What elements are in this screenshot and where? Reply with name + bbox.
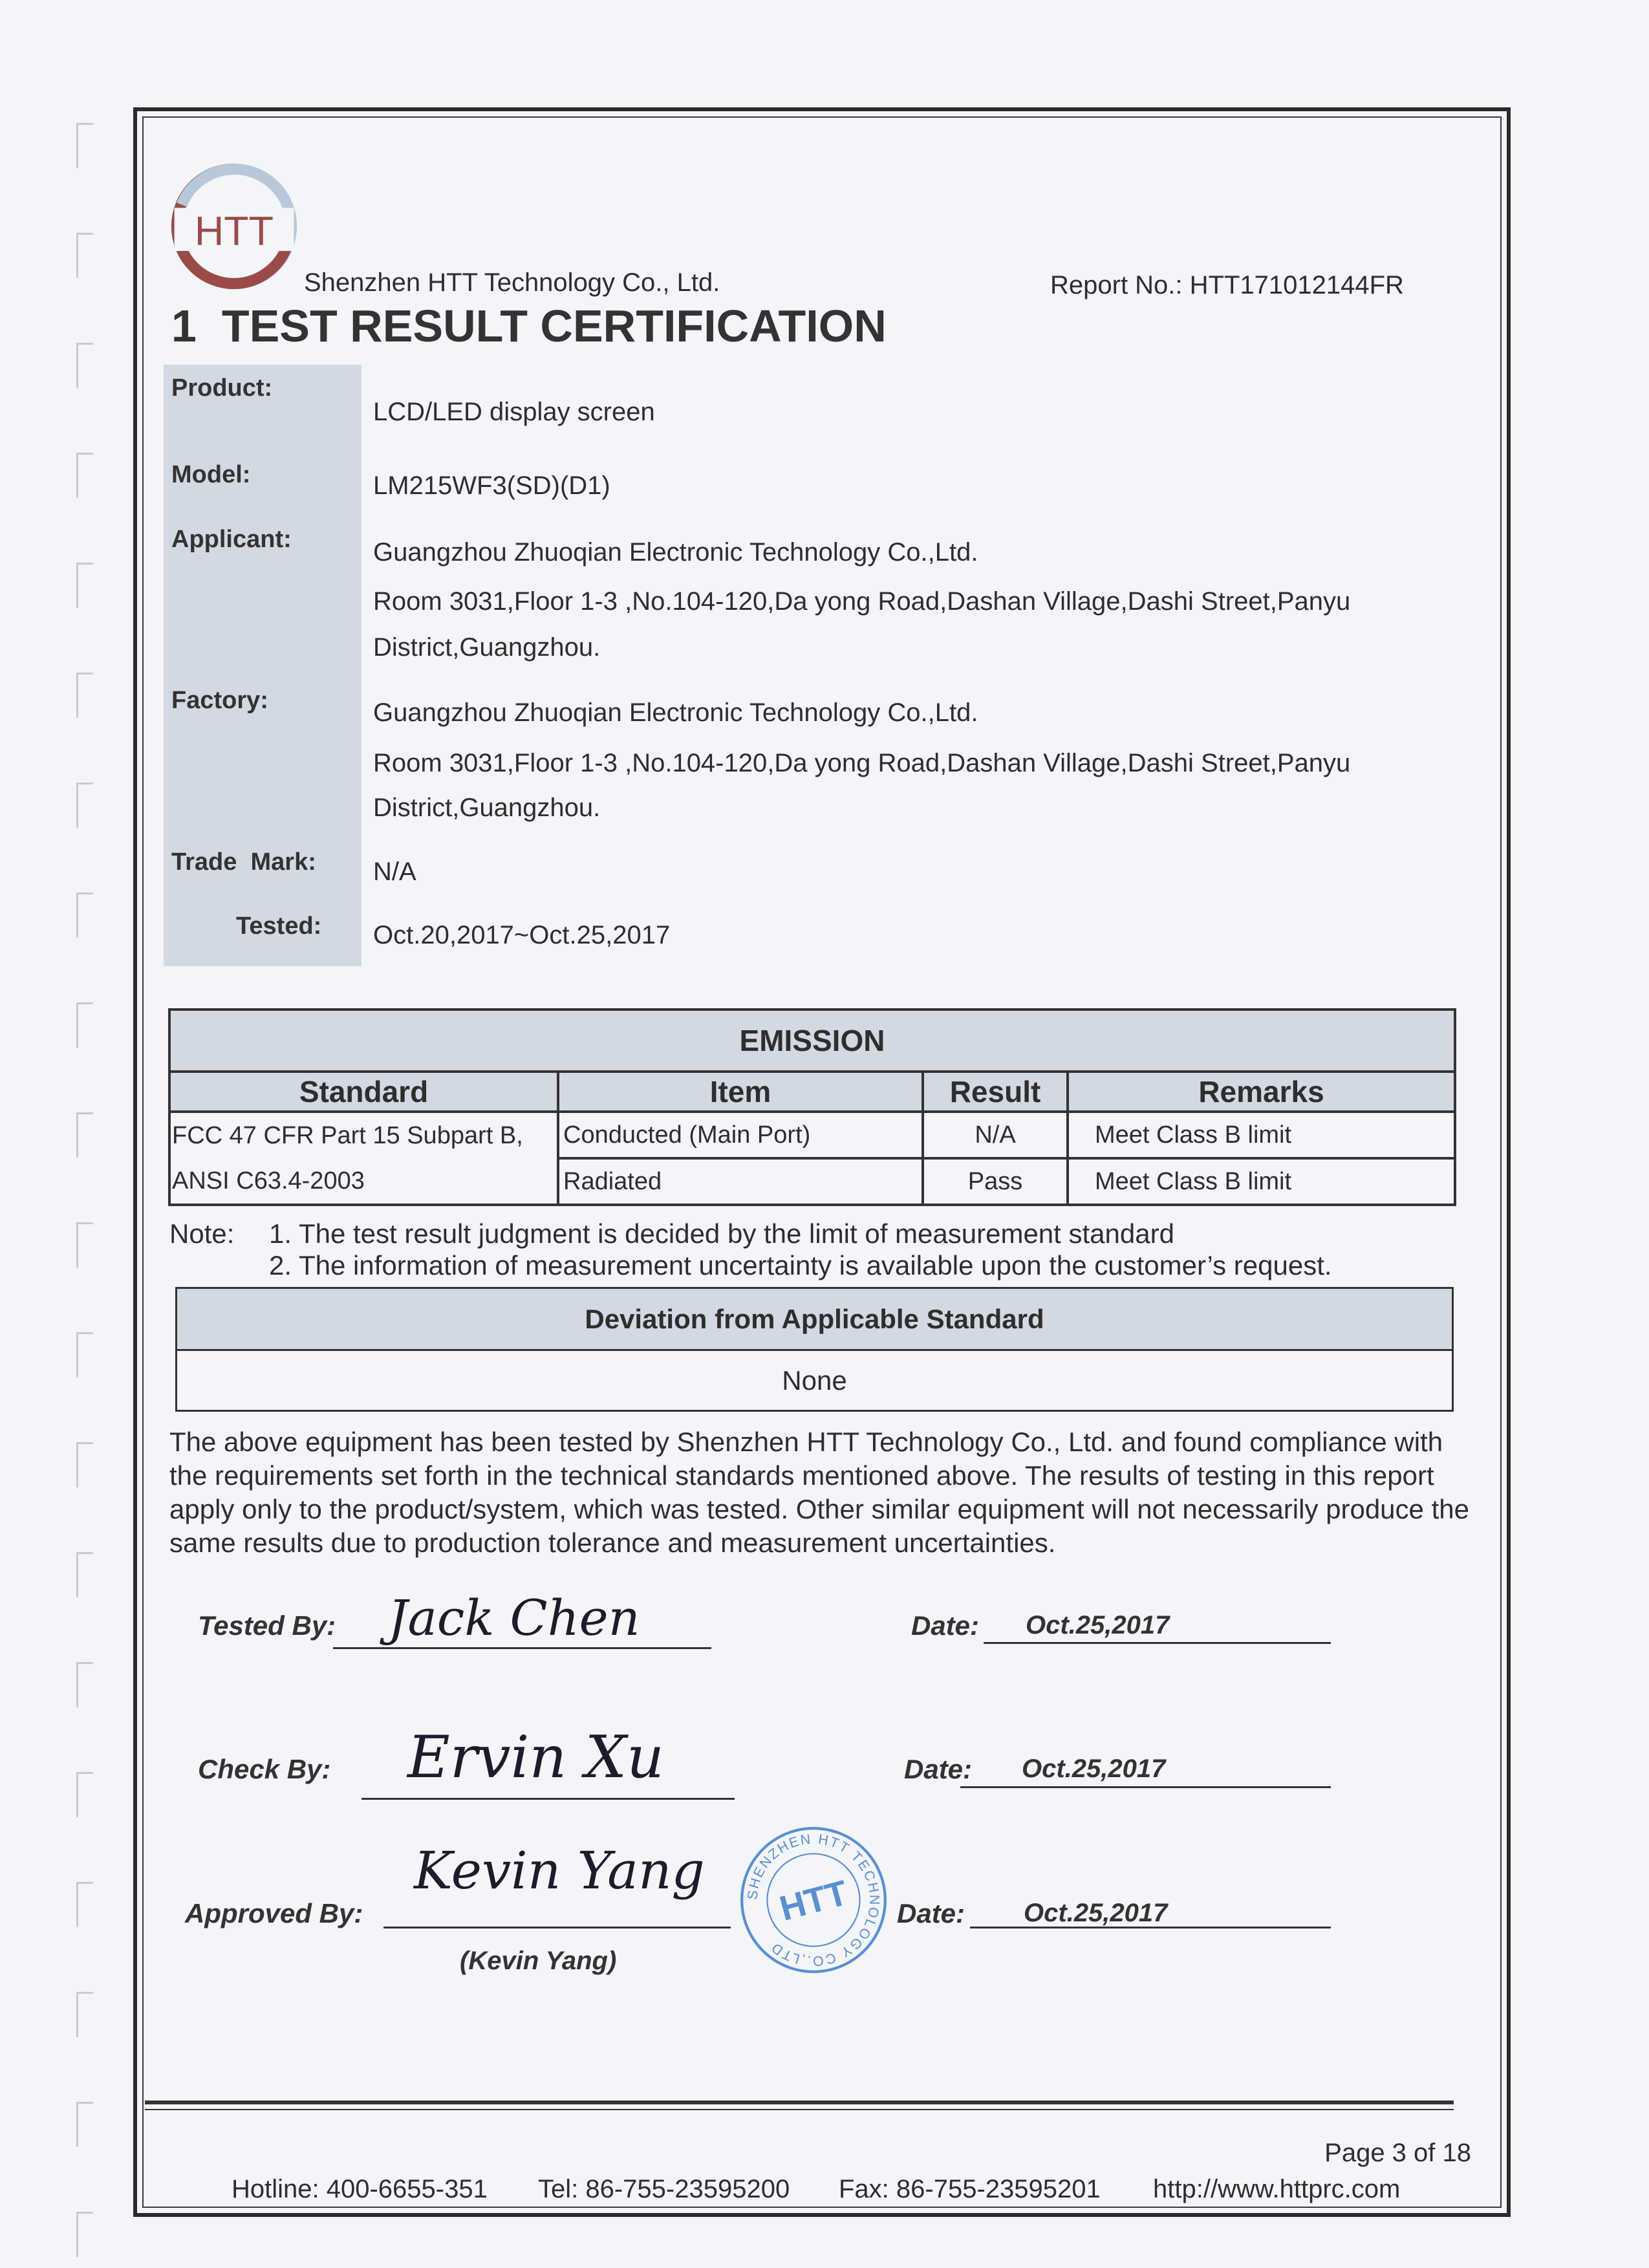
footer-url[interactable]: http://www.httprc.com [1153, 2175, 1401, 2203]
htt-logo [169, 162, 299, 291]
company-name: Shenzhen HTT Technology Co., Ltd. [304, 268, 720, 297]
binder-hole [76, 563, 93, 608]
factory-line: Guangzhou Zhuoqian Electronic Technology Co.,Ltd. [373, 698, 978, 727]
binder-hole [76, 1882, 93, 1927]
table-row [169, 1112, 1455, 1158]
tested-by-signature: Jack Chen [388, 1589, 640, 1647]
col-header-result: Result [923, 1072, 1068, 1112]
footer-hotline: Hotline: 400-6655-351 [232, 2175, 488, 2203]
trademark-label: Trade Mark: [171, 848, 316, 876]
model-label: Model: [171, 461, 251, 488]
product-value: LCD/LED display screen [373, 398, 655, 426]
binder-hole [76, 673, 93, 718]
svg-text:HTT: HTT [775, 1872, 852, 1928]
date-line [984, 1642, 1331, 1644]
note-label: Note: [169, 1218, 235, 1249]
tested-value: Oct.20,2017~Oct.25,2017 [373, 921, 671, 949]
signature-line [361, 1798, 735, 1800]
product-label: Product: [171, 374, 273, 402]
binder-hole [76, 2102, 93, 2147]
binder-hole [76, 1992, 93, 2037]
binder-hole [76, 123, 93, 168]
applicant-line: District,Guangzhou. [373, 633, 601, 662]
signature-line [333, 1647, 711, 1649]
applicant-line: Room 3031,Floor 1-3 ,No.104-120,Da yong Road,Dashan Village,Dashi Street,Panyu [373, 587, 1351, 616]
compliance-statement: The above equipment has been tested by Shenzhen HTT Technology Co., Ltd. and found compliance with the requirements set forth in the technical standards mentioned above. The results of testing in this report apply only to the product/system, which was tested. Other similar equipment will not necessarily produce the same results due to production tolerance and measurement uncertainties. [169, 1427, 1469, 1558]
factory-line: Room 3031,Floor 1-3 ,No.104-120,Da yong Road,Dashan Village,Dashi Street,Panyu [373, 749, 1351, 777]
date-line [960, 1786, 1331, 1788]
binder-hole [76, 343, 93, 388]
binder-hole [76, 1662, 93, 1707]
binder-hole [76, 783, 93, 828]
company-stamp [737, 1824, 890, 1976]
item-cell: Radiated [558, 1158, 923, 1205]
page-number: Page 3 of 18 [1324, 2139, 1471, 2167]
date-label: Date: [911, 1610, 980, 1641]
footer-tel: Tel: 86-755-23595200 [538, 2175, 790, 2203]
binder-hole [76, 233, 93, 278]
footer-rule [145, 2109, 1454, 2110]
binder-hole [76, 1442, 93, 1487]
tested-date: Oct.25,2017 [1026, 1611, 1170, 1639]
date-label: Date: [904, 1754, 973, 1784]
svg-text:SHENZHEN HTT TECHNOLOGY CO.,LT: SHENZHEN HTT TECHNOLOGY CO.,LTD [744, 1831, 883, 1969]
standard-line: ANSI C63.4-2003 [172, 1167, 365, 1194]
applicant-label: Applicant: [171, 526, 292, 553]
col-header-remarks: Remarks [1068, 1072, 1455, 1112]
col-header-standard: Standard [169, 1072, 558, 1112]
tested-by-label: Tested By: [198, 1610, 336, 1641]
standard-line: FCC 47 CFR Part 15 Subpart B, [172, 1122, 523, 1149]
binder-hole [76, 1002, 93, 1048]
footer-fax: Fax: 86-755-23595201 [839, 2175, 1101, 2203]
item-cell: Conducted (Main Port) [558, 1112, 923, 1158]
remarks-cell: Meet Class B limit [1068, 1112, 1455, 1158]
col-header-item: Item [558, 1072, 923, 1112]
note-item: 2. The information of measurement uncertainty is available upon the customer’s request. [269, 1250, 1332, 1280]
binder-hole [76, 1332, 93, 1377]
binder-hole [76, 453, 93, 498]
emission-table [168, 1008, 1456, 1206]
approved-by-label: Approved By: [185, 1898, 363, 1928]
deviation-title: Deviation from Applicable Standard [177, 1288, 1453, 1350]
remarks-cell: Meet Class B limit [1068, 1158, 1455, 1205]
factory-line: District,Guangzhou. [373, 794, 601, 822]
approved-by-signature: Kevin Yang [414, 1841, 705, 1901]
note-item: 1. The test result judgment is decided by the limit of measurement standard [269, 1218, 1174, 1249]
result-cell: Pass [923, 1158, 1068, 1205]
check-by-signature: Ervin Xu [407, 1723, 664, 1791]
standard-cell [169, 1112, 558, 1205]
applicant-line: Guangzhou Zhuoqian Electronic Technology Co.,Ltd. [373, 538, 978, 567]
factory-label: Factory: [171, 687, 268, 714]
result-cell: N/A [923, 1112, 1068, 1158]
tested-label: Tested: [236, 913, 322, 940]
page-title: 1 TEST RESULT CERTIFICATION [171, 301, 887, 351]
trademark-value: N/A [373, 858, 416, 886]
footer-rule [145, 2101, 1454, 2104]
emission-title: EMISSION [169, 1010, 1455, 1072]
binder-hole [76, 892, 93, 938]
report-number: Report No.: HTT171012144FR [1050, 271, 1404, 299]
binder-hole [76, 1112, 93, 1158]
signature-line [383, 1927, 731, 1928]
date-line [970, 1927, 1331, 1928]
check-by-label: Check By: [198, 1754, 331, 1784]
approved-name: (Kevin Yang) [460, 1947, 617, 1975]
binder-hole [76, 2212, 93, 2257]
model-value: LM215WF3(SD)(D1) [373, 471, 610, 500]
binder-hole [76, 1772, 93, 1817]
binder-hole [76, 1222, 93, 1268]
svg-text:HTT: HTT [194, 208, 274, 254]
check-date: Oct.25,2017 [1022, 1755, 1166, 1783]
deviation-table [175, 1287, 1454, 1412]
date-label: Date: [897, 1898, 965, 1928]
approved-date: Oct.25,2017 [1024, 1899, 1168, 1927]
deviation-value: None [177, 1350, 1453, 1411]
binder-hole [76, 1552, 93, 1597]
